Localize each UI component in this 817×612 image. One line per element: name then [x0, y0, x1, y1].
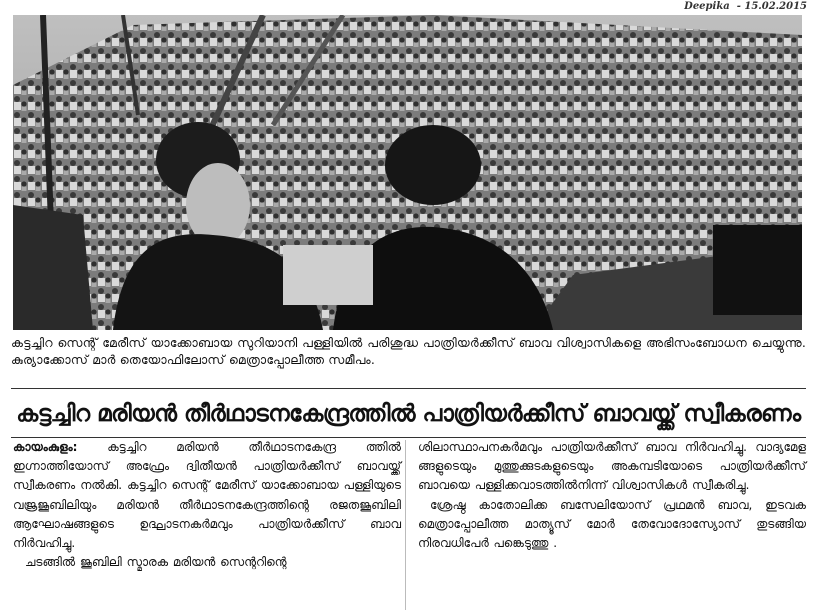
- article-column-2: [418, 438, 806, 553]
- date-text: 15.02.2015: [744, 1, 807, 12]
- photo-caption: കട്ടച്ചിറ സെന്റ് മേരീസ് യാക്കോബായ സുറിയാനി പള്ളിയിൽ പരിശുദ്ധ പാത്രിയർക്കീസ് ബാവ വിശ്വാസികളെ അഭിസംബോധന ചെയ്യുന്നു. കുര്യാക്കോസ് മാർ തെയോഫിലോസ് മെത്രാപ്പോലീത്ത സമീപം.: [11, 335, 806, 367]
- article-paragraph: [13, 438, 401, 553]
- headline: കട്ടച്ചിറ മരിയൻ തീർഥാടനകേന്ദ്രത്തിൽ പാത്രിയർക്കീസ് ബാവയ്ക്ക് സ്വീകരണം: [16, 401, 801, 427]
- crowd-photo-icon: [13, 15, 802, 330]
- article-paragraph: ശിലാസ്ഥാപനകർമവും പാത്രിയർക്കീസ് ബാവ നിർവഹിച്ചു. വാദ്യമേള ങ്ങളുടെയും മുത്തുക്കുടകളുടെയും അകമ്പടിയോടെ പാത്രിയർക്കീസ് ബാവയെ പള്ളിക്കവാടത്തിൽനിന്ന് വിശ്വാസികൾ സ്വീകരിച്ചു.: [418, 440, 806, 493]
- article-paragraph: ചടങ്ങിൽ ജൂബിലി സ്മാരക മരിയൻ സെന്ററിന്റെ: [25, 555, 287, 570]
- article-column-1: [13, 438, 401, 572]
- publication-name: Deepika: [684, 1, 730, 12]
- page-header: [0, 0, 817, 14]
- article-paragraph: ശ്രേഷ്ഠ കാതോലിക്ക ബസേലിയോസ് പ്രഥമൻ ബാവ, ഇടവക മെത്രാപ്പോലീത്ത മാത്യൂസ് മോർ തേവോദോസ്യോസ് തുടങ്ങിയ നിരവധിപേർ പങ്കെടുത്തു .: [418, 497, 806, 551]
- dateline: കായംകുളം:: [13, 440, 78, 454]
- divider-top: [11, 388, 806, 389]
- publication-date: Deepika - 15.02.2015: [684, 1, 807, 12]
- paragraph-text: കട്ടച്ചിറ മരിയൻ തീർഥാടനകേന്ദ്ര ത്തിൽ ഇഗ്നാത്തിയോസ് അഫ്രേം ദ്വിതീയൻ പാത്രിയർക്കീസ് ബാവയ്ക്ക് സ്വീകരണം നൽകി. കട്ടച്ചിറ സെന്റ് മേരീസ് യാക്കോബായ പള്ളിയുടെ വജ്രജൂബിലിയും മരിയൻ തീർഥാടനകേന്ദ്രത്തിന്റെ രജതജൂബിലി ആഘോഷങ്ങളുടെ ഉദ്ഘാടനകർമവും പാത്രിയർക്കീസ് ബാവ നിർവഹിച്ചു.: [13, 440, 401, 551]
- column-divider: [405, 440, 406, 610]
- news-photo: [13, 15, 802, 330]
